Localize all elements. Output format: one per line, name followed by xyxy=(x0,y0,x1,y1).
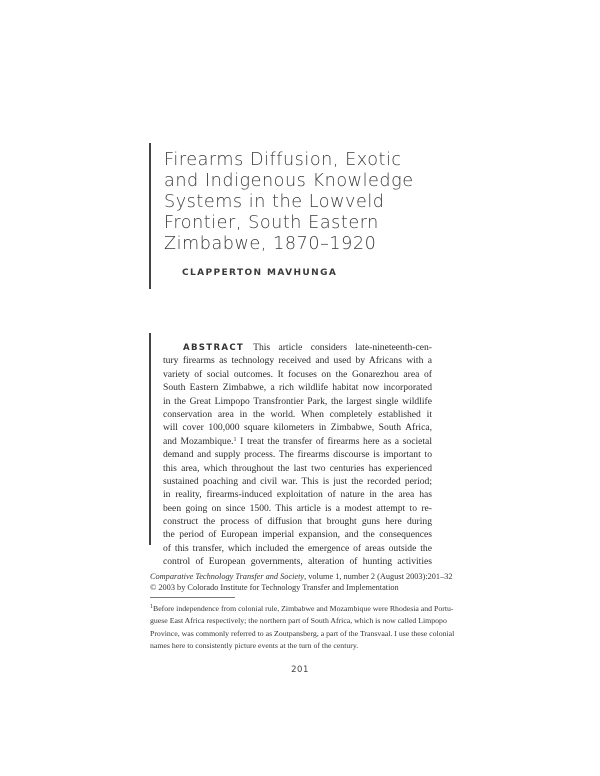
copyright-line: © 2003 by Colorado Institute for Technology Transfer and Implementation xyxy=(150,583,399,592)
journal-name: Comparative Technology Transfer and Society xyxy=(150,572,305,581)
abstract-line: this area, which throughout the last two centuries has experienced xyxy=(163,462,432,474)
abstract-text: This article considers late-nineteenth-cen- xyxy=(253,342,432,353)
abstract-line: been going on since 1500. This article is a modest attempt to re- xyxy=(163,502,432,514)
title-line: and Indigenous Knowledge xyxy=(164,171,414,191)
abstract-line: conservation area in the world. When completely established it xyxy=(163,408,432,420)
title-line: Frontier, South Eastern xyxy=(164,213,379,233)
abstract-line: variety of social outcomes. It focuses on the Gonarezhou area of xyxy=(163,368,432,380)
abstract-line: South Eastern Zimbabwe, a rich wildlife habitat now incorporated xyxy=(163,382,432,394)
abstract-text: I treat the transfer of firearms here as a societal xyxy=(236,435,432,447)
abstract-line: in the Great Limpopo Transfrontier Park, the largest single wildlife xyxy=(163,395,432,407)
abstract-line: of this transfer, which included the emergence of areas outside the xyxy=(163,542,432,554)
abstract-label: ABSTRACT xyxy=(183,343,245,353)
footnote xyxy=(150,603,455,652)
footnote-text: Before independence from colonial rule, Zimbabwe and Mozambique were Rhodesia and Portu- xyxy=(153,604,454,613)
title-rule xyxy=(149,143,151,289)
footnote-line: Province, was commonly referred to as Zoutpansberg, a part of the Transvaal. I use these colonial xyxy=(150,628,455,638)
citation-details: , volume 1, number 2 (August 2003):201–32 xyxy=(304,572,453,581)
author-name: CLAPPERTON MAVHUNGA xyxy=(182,268,338,278)
abstract-line: tury firearms as technology received and used by Africans with a xyxy=(163,355,432,367)
abstract-rule xyxy=(149,333,151,545)
footnote-ref[interactable]: 1 xyxy=(233,436,237,443)
abstract-line xyxy=(163,435,432,448)
page-number: 201 xyxy=(291,665,309,675)
abstract-line: will cover 100,000 square kilometers in Zimbabwe, South Africa, xyxy=(163,422,432,434)
abstract-line: sustained poaching and civil war. This is just the recorded period; xyxy=(163,475,432,487)
abstract-line: control of European governments, alteration of hunting activities xyxy=(163,556,432,568)
abstract-line: demand and supply process. The firearms discourse is important to xyxy=(163,449,432,461)
footnote-line: guese East Africa respectively; the northern part of South Africa, which is now called Limpopo xyxy=(150,616,447,626)
footnote-line: names here to consistently picture events at the turn of the century. xyxy=(150,640,359,650)
footnote-marker: 1 xyxy=(150,604,153,610)
title-line: Zimbabwe, 1870–1920 xyxy=(164,234,377,254)
title-line: Firearms Diffusion, Exotic xyxy=(164,150,402,170)
abstract-line: in reality, firearms-induced exploitation of nature in the area has xyxy=(163,489,432,501)
abstract-text: and Mozambique. xyxy=(163,435,234,447)
abstract-line: construct the process of diffusion that brought guns here during xyxy=(163,516,432,528)
title-line: Systems in the Lowveld xyxy=(164,192,385,212)
abstract-line: the period of European imperial expansion, and the consequences xyxy=(163,529,432,541)
citation-line xyxy=(150,571,453,582)
article-title xyxy=(164,150,464,255)
journal-citation xyxy=(150,571,453,593)
abstract-line xyxy=(163,341,432,354)
abstract xyxy=(163,341,432,569)
footnote-line xyxy=(150,603,454,615)
footnote-rule xyxy=(150,597,235,598)
